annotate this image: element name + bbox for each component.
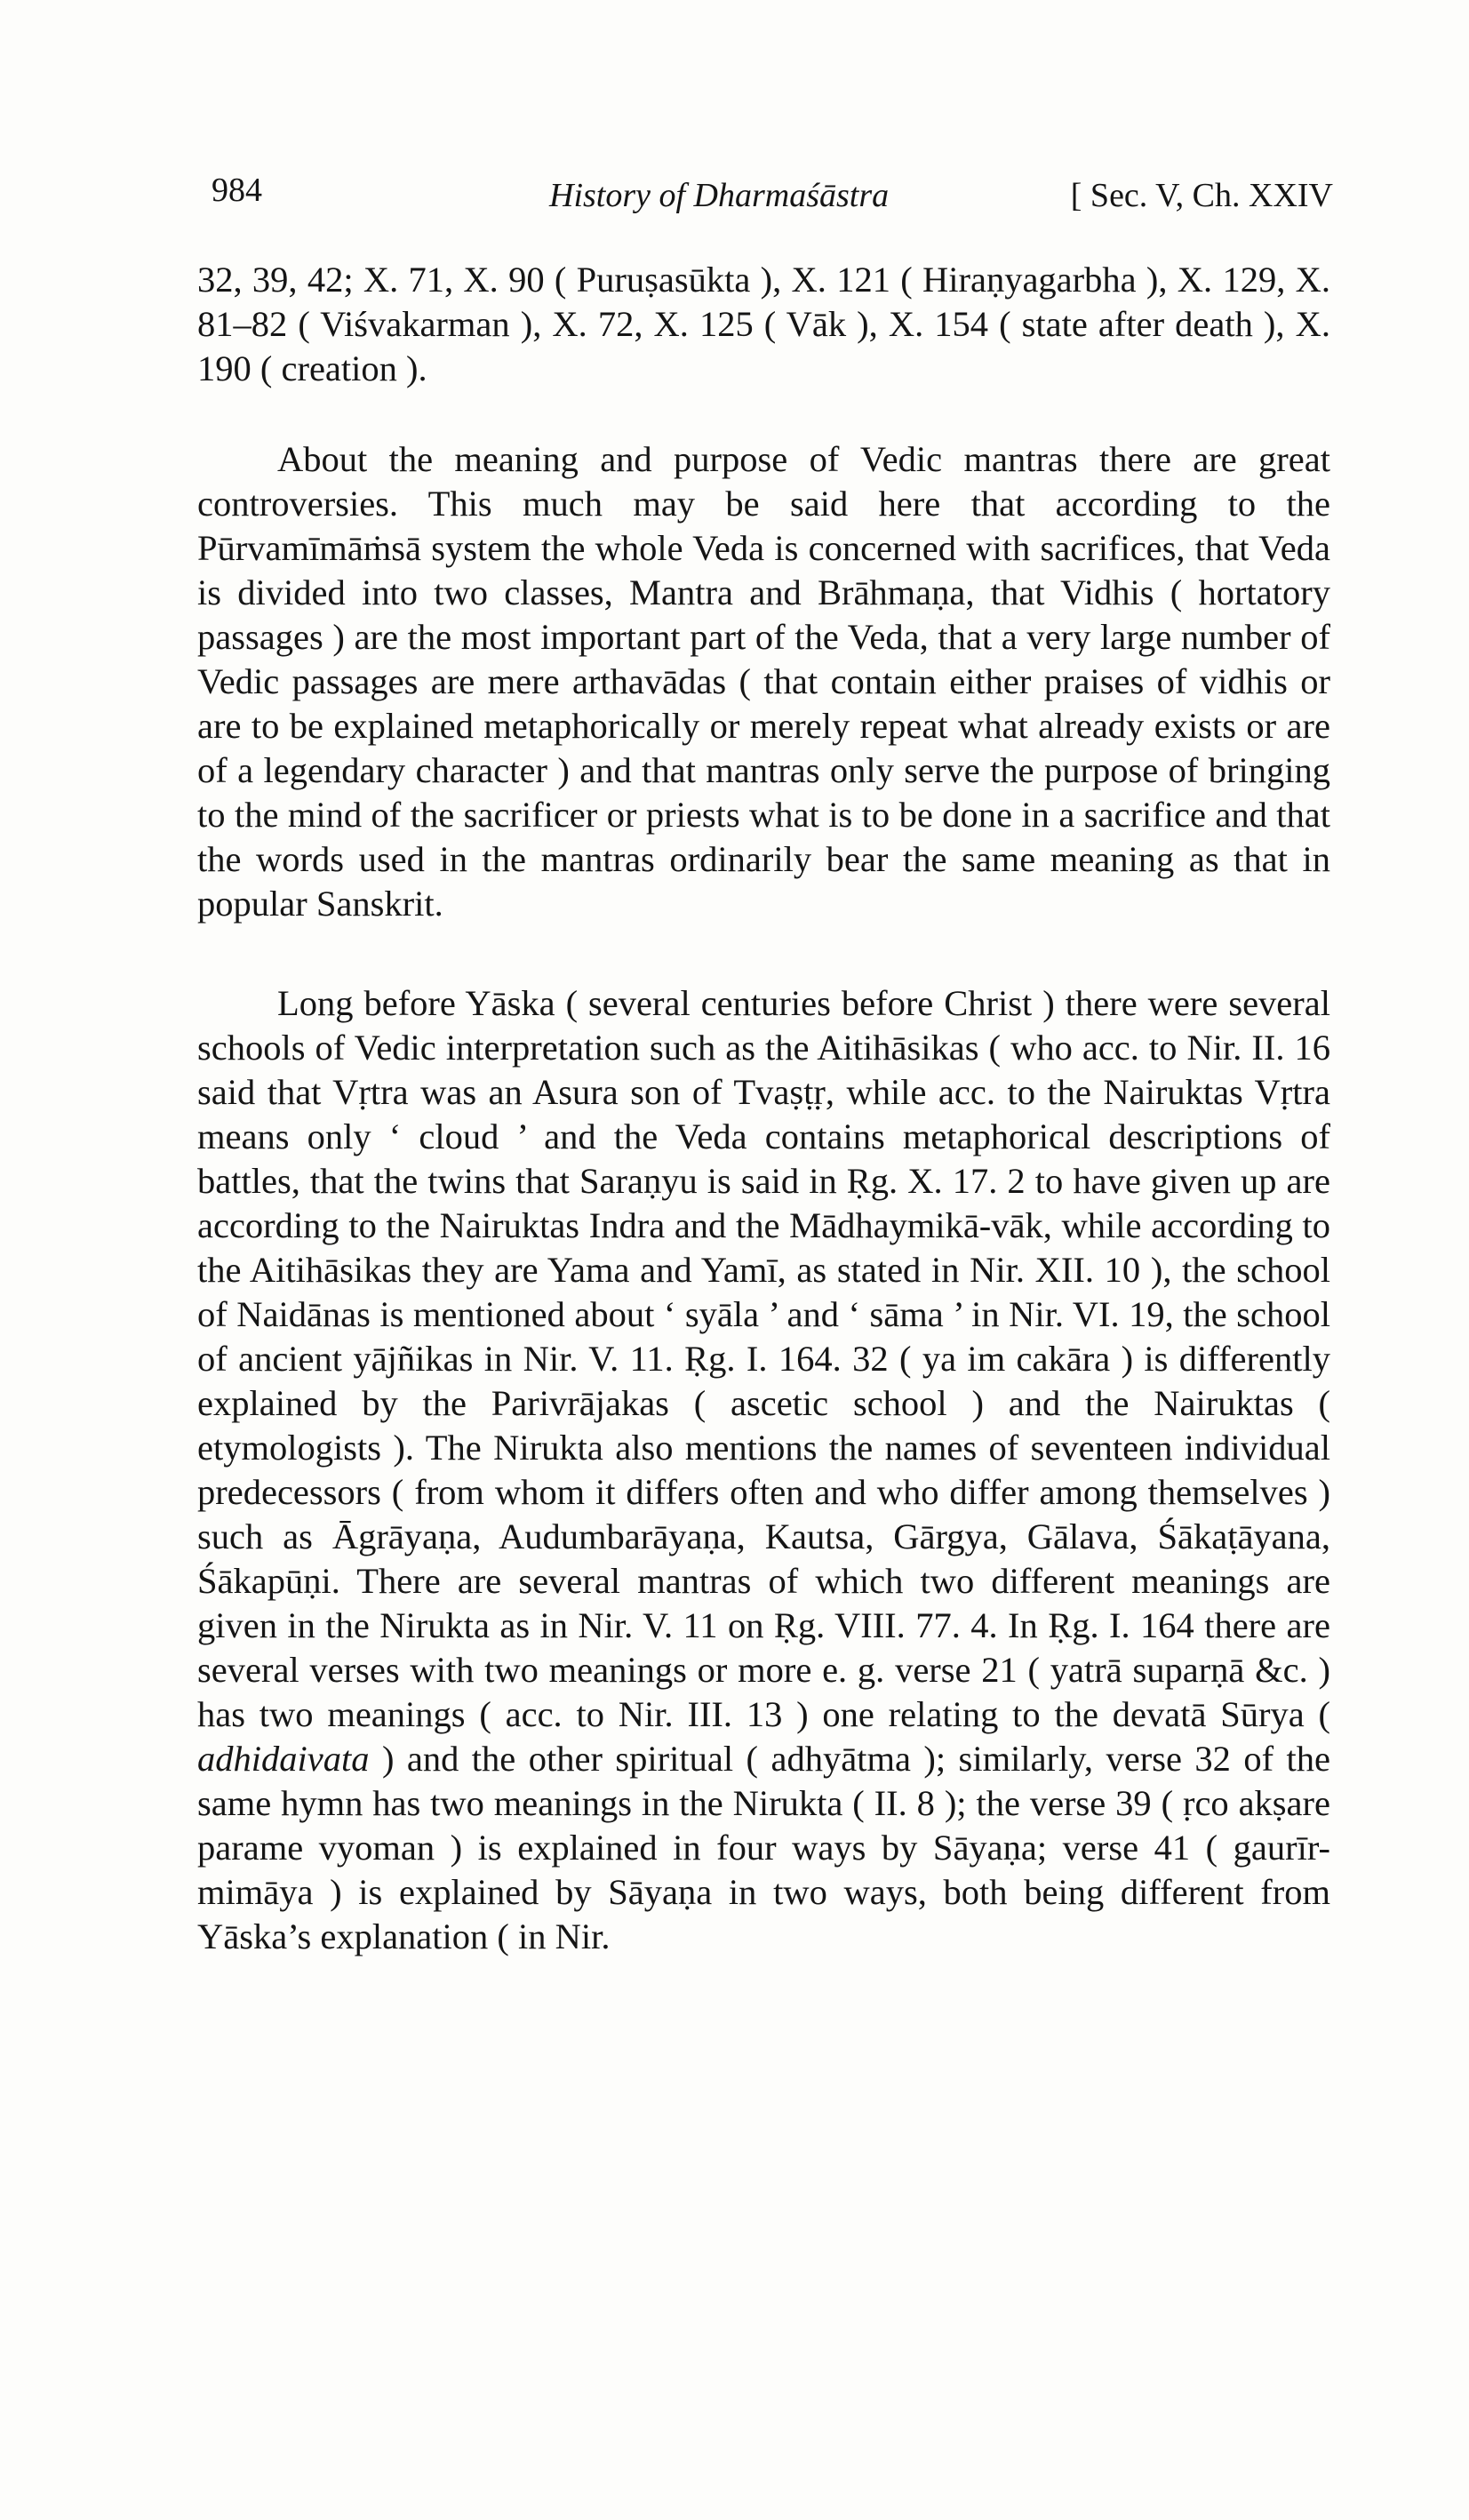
paragraph-vedic-mantras: About the meaning and purpose of Vedic mantras there are great controversies. This much may be said here that according to the Pūrvamīmāṁsā system the whole Veda is concerned with sacrifices, that Veda is divided into two classes, Mantra and Brāhmaṇa, that Vidhis ( hortatory passages ) are the most important part of the Veda, that a very large number of Vedic passages are mere arthavādas ( that contain either praises of vidhis or are to be explained metaphorically or merely repeat what already exists or are of a legendary character ) and that mantras only serve the purpose of bringing to the mind of the sacrificer or priests what is to be done in a sacrifice and that the words used in the mantras ordinarily bear the same meaning as that in popular Sanskrit. — [197, 439, 1330, 924]
page-number: 984 — [212, 172, 262, 209]
paragraph-text-part-2: ) and the other spiritual ( adhyātma ); similarly, verse 32 of the same hymn has two meanings in the Nirukta ( II. 8 ); the verse 39 ( ṛco akṣare parame vyoman ) is explained in four ways by Sāyaṇa; verse 41 ( gaurīr-mimāya ) is explained by Sāyaṇa in two ways, both being different from Yāska’s explanation ( in Nir. — [197, 1739, 1330, 1956]
section-reference: [ Sec. V, Ch. XXIV — [1070, 177, 1333, 214]
page-body — [197, 258, 1330, 1959]
page-header — [212, 171, 1333, 224]
paragraph-hymn-list: 32, 39, 42; X. 71, X. 90 ( Puruṣasūkta ), X. 121 ( Hiraṇyagarbha ), X. 129, X. 81–82 ( Viśvakarman ), X. 72, X. 125 ( Vāk ), X. 154 ( state after death ), X. 190 ( creation ). — [197, 260, 1330, 388]
italic-term: adhidaivata — [197, 1739, 370, 1779]
paragraph-text-part-1: Long before Yāska ( several centuries before Christ ) there were several schools of Vedic interpretation such as the Aitihāsikas ( who acc. to Nir. II. 16 said that Vṛtra was an Asura son of Tvaṣṭṛ, while acc. to the Nairuktas Vṛtra means only ‘ cloud ’ and the Veda contains metaphorical descriptions of battles, that the twins that Saraṇyu is said in Ṛg. X. 17. 2 to have given up are according to the Nairuktas Indra and the Mādhaymikā-vāk, while according to the Aitihāsikas they are Yama and Yamī, as stated in Nir. XII. 10 ), the school of Naidānas is mentioned about ‘ syāla ’ and ‘ sāma ’ in Nir. VI. 19, the school of ancient yājñikas in Nir. V. 11. Ṛg. I. 164. 32 ( ya im cakāra ) is differently explained by the Parivrājakas ( ascetic school ) and the Nairuktas ( etymologists ). The Nirukta also mentions the names of seventeen individual predecessors ( from whom it differs often and who differ among themselves ) such as Āgrāyaṇa, Audumbarāyaṇa, Kautsa, Gārgya, Gālava, Śākaṭāyana, Śākapūṇi. There are several mantras of which two different meanings are given in the Nirukta as in Nir. V. 11 on Ṛg. VIII. 77. 4. In Ṛg. I. 164 there are several verses with two meanings or more e. g. verse 21 ( yatrā suparṇā &c. ) has two meanings ( acc. to Nir. III. 13 ) one relating to the devatā Sūrya ( — [197, 983, 1330, 1734]
paragraph-schools-of-interpretation — [197, 981, 1330, 1959]
running-title: History of Dharmaśāstra — [549, 177, 890, 214]
